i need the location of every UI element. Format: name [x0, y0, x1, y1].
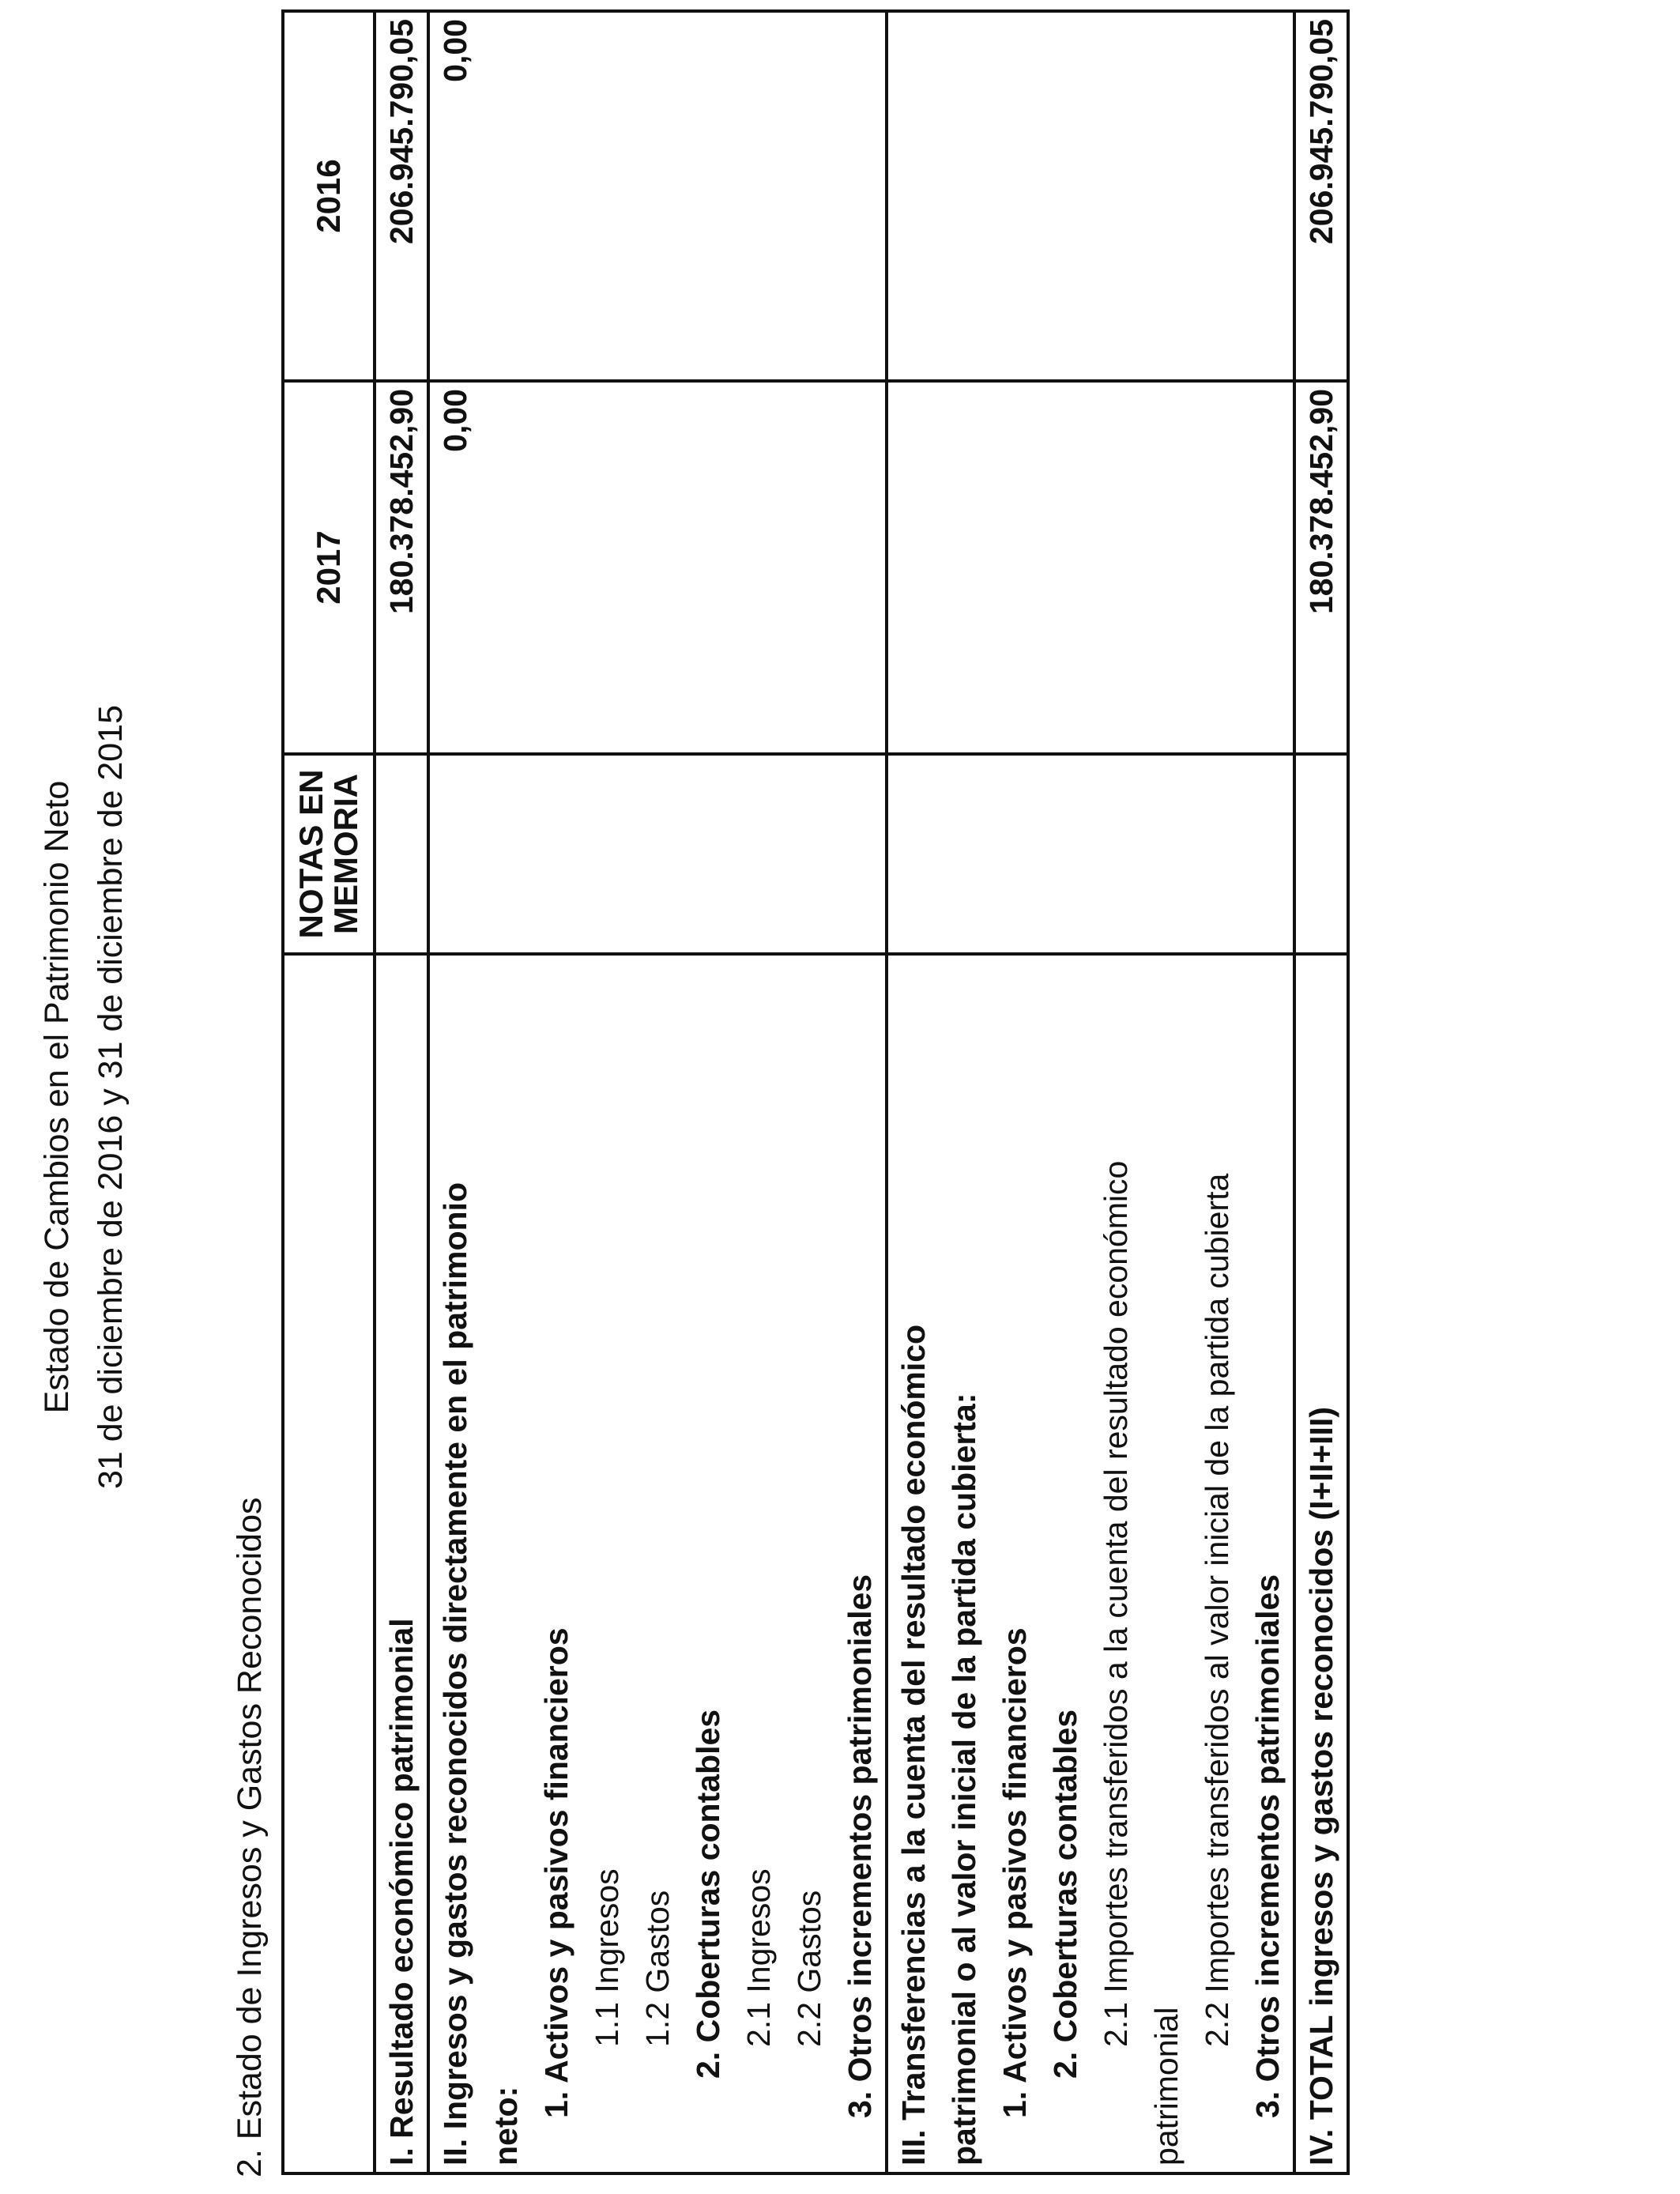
- row-II-2016-text: 0,00: [437, 19, 473, 82]
- row-I-label-text: I. Resultado económico patrimonial: [383, 1618, 420, 2166]
- row-II-label-line1: II. Ingresos y gastos reconocidos directamente en el patrimonio: [437, 1182, 473, 2166]
- row-II-item-activos: 1. Activos y pasivos financieros: [538, 1627, 574, 2118]
- row-I-value-2017: [375, 381, 428, 754]
- row-II-item-ingresos-2: 2.1 Ingresos: [740, 1868, 777, 2047]
- row-II-item-coberturas: 2. Coberturas contables: [690, 1709, 726, 2079]
- row-III-item-activos: 1. Activos y pasivos financieros: [996, 1627, 1033, 2118]
- row-II-value-2016: [428, 11, 887, 381]
- row-II-value-2017: [428, 381, 887, 754]
- row-III-label-line1: III. Transferencias a la cuenta del resultado económico: [895, 1324, 932, 2166]
- row-II-2017-text: 0,00: [437, 389, 473, 452]
- row-I-2016-text: 206.945.790,05: [383, 19, 420, 244]
- header-year-2016: 2016: [283, 11, 375, 381]
- row-II-label: [428, 954, 887, 2173]
- row-III-value-2016: [887, 11, 1294, 381]
- header-notas-line2: MEMORIA: [327, 774, 364, 934]
- table-row: [375, 11, 428, 2173]
- row-II-item-gastos-1: 1.2 Gastos: [639, 1890, 676, 2047]
- row-II-item-otros: 3. Otros incrementos patrimoniales: [842, 1574, 878, 2118]
- table-row: [428, 11, 887, 2173]
- row-II-item-gastos-2: 2.2 Gastos: [791, 1890, 827, 2047]
- header-year-2017: 2017: [283, 381, 375, 754]
- row-III-item-otros: 3. Otros incrementos patrimoniales: [1249, 1574, 1286, 2118]
- section-heading: 2. Estado de Ingresos y Gastos Reconocidos: [231, 1497, 269, 2177]
- row-III-value-2017: [887, 381, 1294, 754]
- row-IV-notas: [1294, 754, 1348, 954]
- row-IV-2017-text: 180.378.452,90: [1303, 389, 1339, 614]
- row-I-value-2016: [375, 11, 428, 381]
- row-IV-2016-text: 206.945.790,05: [1303, 19, 1339, 244]
- row-IV-value-2016: [1294, 11, 1348, 381]
- row-III-item-importes-1: 2.1 Importes transferidos a la cuenta del resultado económico: [1098, 1160, 1134, 2047]
- row-IV-label: [1294, 954, 1348, 2173]
- table-row: [887, 11, 1294, 2173]
- table-header-row: [283, 11, 375, 2173]
- row-II-item-ingresos-1: 1.1 Ingresos: [589, 1868, 625, 2047]
- row-III-item-importes-1-cont: patrimonial: [1148, 2007, 1185, 2166]
- row-III-item-importes-2: 2.2 Importes transferidos al valor inicial de la partida cubierta: [1199, 1173, 1235, 2047]
- row-II-notas: [428, 754, 887, 954]
- income-expense-table: [281, 9, 1350, 2175]
- row-III-label-line2: patrimonial o al valor inicial de la partida cubierta:: [946, 1393, 982, 2166]
- header-blank-cell: [283, 954, 375, 2173]
- row-IV-label-text: IV. TOTAL ingresos y gastos reconocidos (I+II+III): [1303, 1407, 1339, 2166]
- document-subtitle: 31 de diciembre de 2016 y 31 de diciembre de 2015: [92, 704, 130, 1490]
- row-IV-value-2017: [1294, 381, 1348, 754]
- row-I-label: [375, 954, 428, 2173]
- row-I-notas: [375, 754, 428, 954]
- row-II-label-line2: neto:: [488, 2086, 524, 2166]
- header-notas-memoria: [283, 754, 375, 954]
- row-III-notas: [887, 754, 1294, 954]
- table-row: [1294, 11, 1348, 2173]
- document-title: Estado de Cambios en el Patrimonio Neto: [38, 780, 76, 1414]
- header-notas-line1: NOTAS EN: [292, 769, 330, 939]
- row-I-2017-text: 180.378.452,90: [383, 389, 420, 614]
- row-III-label: [887, 954, 1294, 2173]
- row-III-item-coberturas: 2. Coberturas contables: [1047, 1709, 1083, 2079]
